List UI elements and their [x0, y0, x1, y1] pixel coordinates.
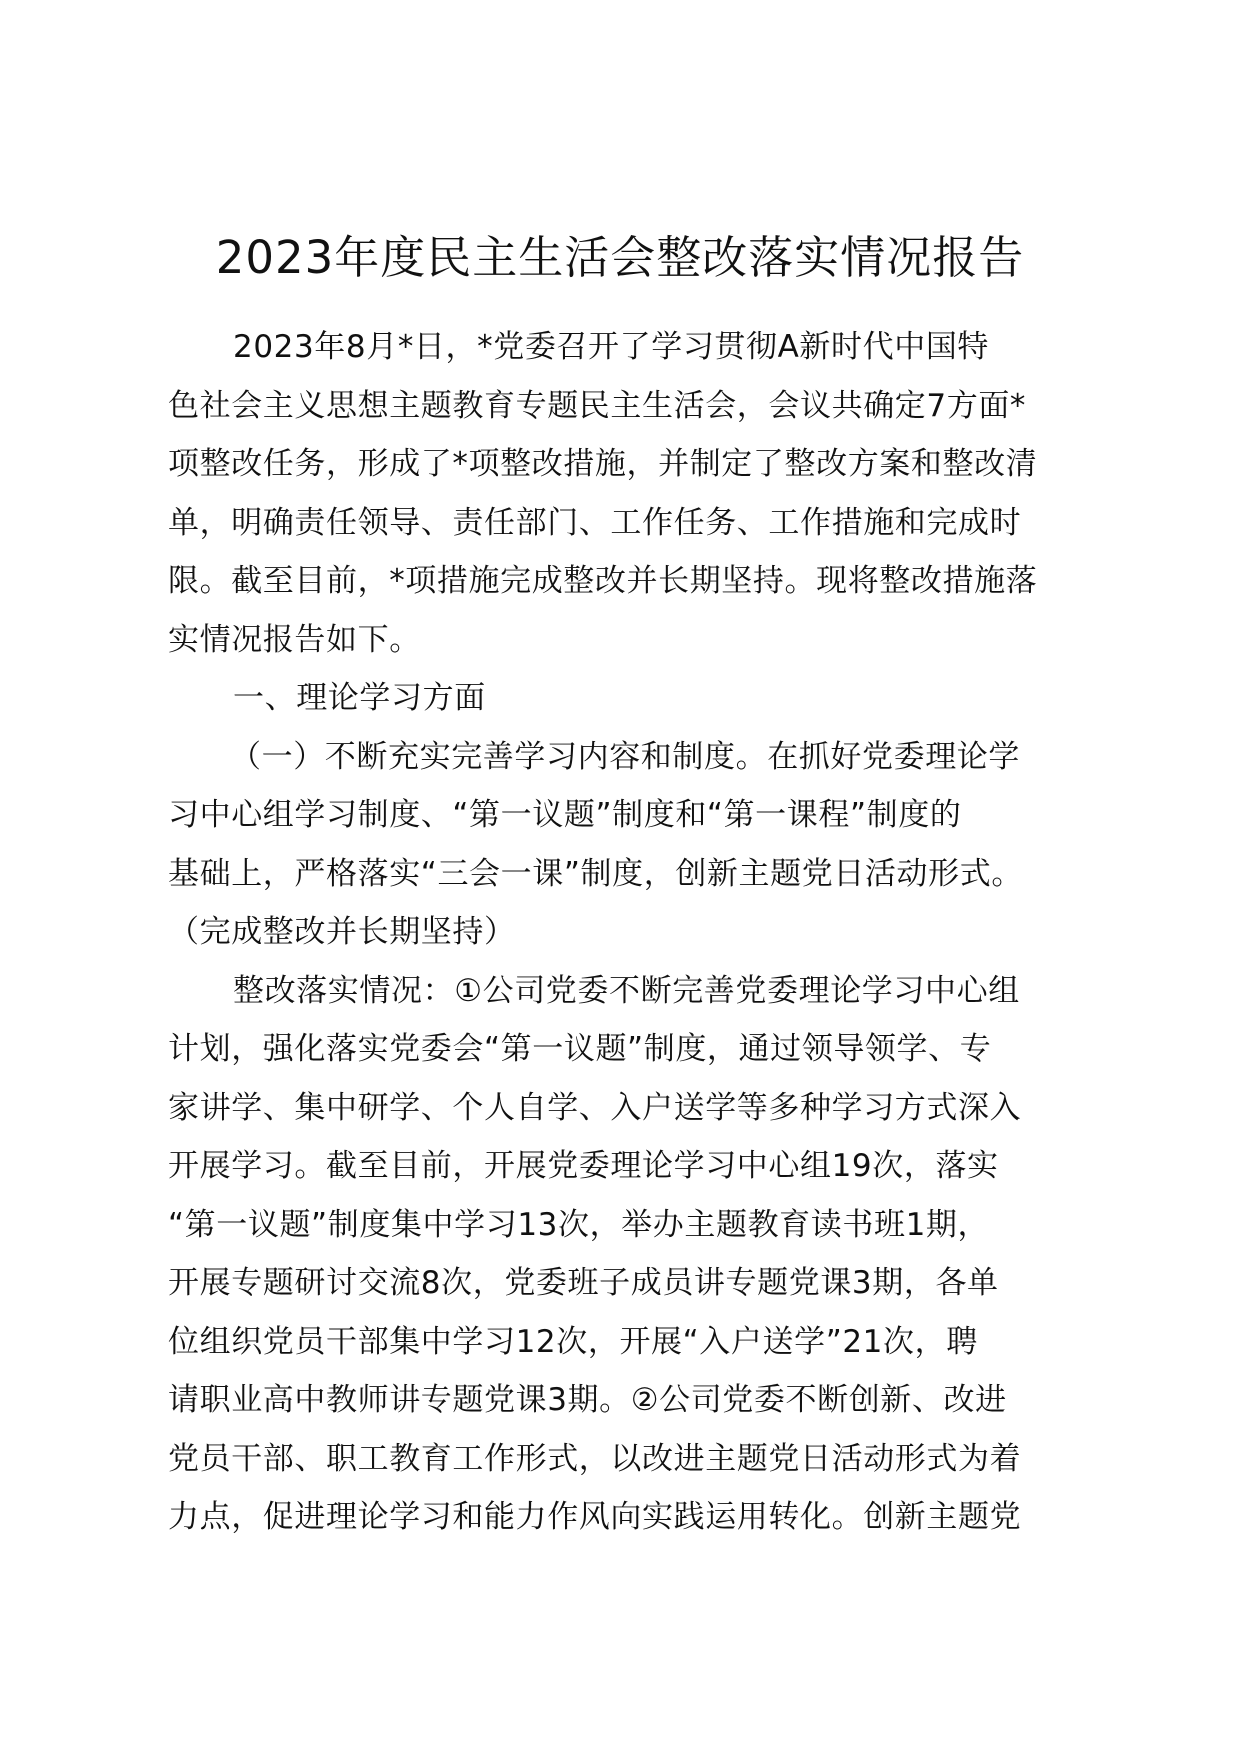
document-body	[168, 318, 1088, 1547]
paragraph-line: 开展学习。截至目前，开展党委理论学习中心组19次，落实	[168, 1148, 999, 1184]
paragraph-line: “第一议题”制度集中学习13次，举办主题教育读书班1期，	[168, 1206, 990, 1243]
paragraph-line: 整改落实情况：①公司党委不断完善党委理论学习中心组	[233, 972, 1020, 1009]
paragraph-line: 党员干部、职工教育工作形式，以改进主题党日活动形式为着	[168, 1440, 1022, 1477]
paragraph-line: 单，明确责任领导、责任部门、工作任务、工作措施和完成时	[168, 504, 1022, 541]
paragraph-line: 位组织党员干部集中学习12次，开展“入户送学”21次，聘	[168, 1323, 978, 1360]
paragraph-line: 限。截至目前，*项措施完成整改并长期坚持。现将整改措施落	[168, 563, 1038, 599]
paragraph-line: 实情况报告如下。	[168, 621, 421, 658]
section-heading: 一、理论学习方面	[233, 680, 486, 716]
paragraph-line: （一）不断充实完善学习内容和制度。在抓好党委理论学	[230, 738, 1020, 775]
paragraph-line: 开展专题研讨交流8次，党委班子成员讲专题党课3期，各单	[168, 1265, 999, 1301]
paragraph-line: 色社会主义思想主题教育专题民主生活会，会议共确定7方面*	[168, 387, 1027, 424]
paragraph-line: 项整改任务，形成了*项整改措施，并制定了整改方案和整改清	[168, 446, 1038, 482]
document-title: 2023年度民主生活会整改落实情况报告	[215, 231, 1025, 284]
paragraph-line: 基础上，严格落实“三会一课”制度，创新主题党日活动形式。	[168, 855, 1023, 892]
paragraph-line: 计划，强化落实党委会“第一议题”制度，通过领导领学、专	[168, 1031, 992, 1067]
paragraph-line: 家讲学、集中研学、个人自学、入户送学等多种学习方式深入	[168, 1089, 1022, 1126]
paragraph-line: 2023年8月*日，*党委召开了学习贯彻A新时代中国特	[233, 329, 990, 365]
paragraph-line: 习中心组学习制度、“第一议题”制度和“第一课程”制度的	[168, 797, 962, 833]
paragraph-line: 请职业高中教师讲专题党课3期。②公司党委不断创新、改进	[168, 1382, 1007, 1418]
paragraph-line: 力点，促进理论学习和能力作风向实践运用转化。创新主题党	[168, 1499, 1022, 1535]
paragraph-line: （完成整改并长期坚持）	[168, 914, 516, 950]
